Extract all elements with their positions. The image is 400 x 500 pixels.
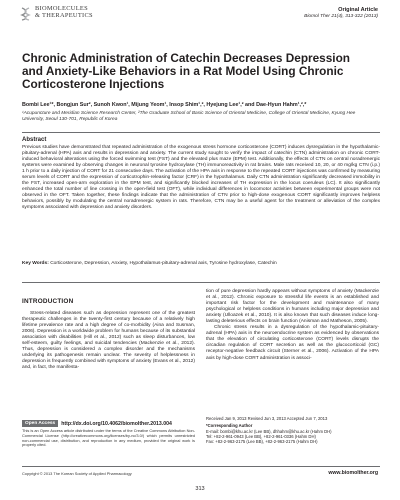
journal-website[interactable]: www.biomolther.org	[328, 470, 378, 476]
article-title: Chronic Administration of Catechin Decreases Depression and Anxiety-Like Behaviors in a Rat Model Using Chronic Corticosterone Injections	[22, 51, 350, 91]
intro-heading: INTRODUCTION	[22, 298, 74, 305]
intro-paragraph-2: Chronic stress results in a dysregulation of the hypothalamic-pituitary-adrenal (HPA) axis in the neuroendocrine system as evidenced by observations that the elevation of circulating corticosterone (CORT) levels disrupts the circadian regulation of CORT secretion as well as the glucocorticoid (GC) receptor-negative feedback circuit (Sterner et al., 2006). Activation of the HPA axis by high-dose CORT administration is associ-	[206, 325, 379, 361]
open-access-box	[22, 420, 195, 448]
journal-name-line1: BIOMOLECULES	[35, 5, 88, 12]
intro-paragraph-1: Stress-related diseases such as depression represent one of the greatest therapeutic challenges in the twenty-first century because of a relatively high lifetime prevalence rate and a high degree of co-morbidity (Aina and Susman, 2006). Depression is a worldwide problem for humans because of its substantial association with disabilities (Hill et al., 2012) such as sleep disturbances, low self-esteem, guilty feelings, and suicidal tendencies (Mackenzie et al., 2012). Thus, depression is considered a complex disorder and the mechanisms underlying its pathogenesis remain unclear. The severity of helplessness in depression is frequently combined with symptoms of anxiety (Evans et al., 2012) and, in fact, the manifesta-	[22, 311, 195, 371]
corresponding-email: E-mail: bombi@khu.ac.kr (Lee BB), dhhahm@khu.ac.kr (Hahm DH)	[206, 428, 332, 434]
corresponding-fax: Fax: +82-2-963-2175 (Lee BB), +82-2-963-2175 (Hahm DH)	[206, 439, 318, 445]
journal-name-line2: & THERAPEUTICS	[35, 11, 93, 19]
footer-rule	[22, 466, 380, 467]
doi-link[interactable]: http://dx.doi.org/10.4062/biomolther.2013.004	[61, 420, 172, 427]
intro-column-right	[206, 289, 379, 362]
article-type: Original Article	[338, 7, 378, 13]
intro-paragraph-1-continued: tion of pure depression hardly appears without symptoms of anxiety (Mackenzie et al., 2012). Chronic exposure to stressful life events is an established and important risk factor for the development and maintenance of many psychological or helpless conditions in humans including major depression and anxiety (Ulloazek et al., 2010). It is also known that such diseases induce long-lasting deleterious effects on brain function (Anisman and Matheson, 2005).	[206, 289, 379, 325]
journal-logo-icon	[20, 7, 32, 21]
affiliations: ¹Acupuncture and Meridian Science Research Center, ²The Graduate School of Basic Science of Oriental Medicine, College of Oriental Medicine, Kyung Hee University, Seoul 130-701, Republic of Korea	[22, 111, 356, 122]
corresponding-tel: Tel: +82-2-961-0943 (Lee BB), +82-2-961-0336 (Hahm DH)	[206, 433, 316, 439]
abstract-text: Previous studies have demonstrated that repeated administration of the exogenous stress hormone corticosterone (CORT) induces dysregulation in the hypothalamic-pituitary-adrenal (HPA) axis and results in depression and anxiety. The current study sought to verify the impact of catechin (CTN) administration on chronic CORT-induced behavioral alterations using the forced swimming test (FST) and the elevated plus maze (EPM) test. Additionally, the effects of CTN on central noradrenergic systems were examined by observing changes in neuronal tyrosine hydroxylase (TH) immunoreactivity in rat brains. Male rats received 10, 20, or 40 mg/kg CTN (i.p.) 1 h prior to a daily injection of CORT for 21 consecutive days. The activation of the HPA axis in response to the repeated CORT injections was confirmed by measuring serum levels of CORT and the expression of corticotrophin-releasing factor (CRF) in the hypothalamus. Daily CTN administration significantly decreased immobility in the FST, increased open-arm exploration in the EPM test, and significantly blocked increases of TH expression in the locus coeruleus (LC). It also significantly enhanced the total number of line crossing in the open-field test (OFT), while individual differences in locomotor activities between experimental groups were not observed in the OFT. Taken together, these findings indicate that the administration of CTN prior to high-dose exogenous CORT significantly improves helpless behaviors, possibly by modulating the central noradrenergic system in rats. Therefore, CTN may be a useful agent for the treatment or alleviation of the complex symptoms associated with depression and anxiety disorders.	[22, 145, 380, 210]
corresponding-author-label: *Corresponding Author	[206, 423, 253, 429]
open-access-badge: Open Access	[22, 420, 58, 427]
journal-logo	[20, 6, 93, 21]
keywords	[22, 261, 380, 267]
page-number: 313	[195, 486, 205, 492]
abstract-heading: Abstract	[22, 137, 47, 143]
received-dates: Received Jan 9, 2013 Revised Jun 3, 2013 Accepted Jun 7, 2013	[206, 416, 328, 421]
citation: Biomol Ther 21(4), 313-322 (2013)	[304, 14, 378, 19]
keywords-label: Key Words:	[22, 261, 49, 266]
divider-bottom	[22, 282, 380, 283]
license-text: This is an Open Access article distributed under the terms of the Creative Commons Attribution Non-Commercial License (http://creativecommons.org/licenses/by-nc/3.0/) which permits unrestricted non-commercial use, distribution, and reproduction in any medium, provided the original work is properly cited.	[22, 428, 195, 448]
author-list: Bombi Lee¹*, Bongjun Sur², Sunoh Kwon¹, Mijung Yeom¹, Insop Shim¹,², Hyejung Lee¹,² and Dae-Hyun Hahm¹,²,*	[22, 102, 307, 108]
article-info-box	[206, 416, 379, 444]
keywords-text: Corticosterone, Depression, Anxiety, Hypothalamus-pituitary-adrenal axis, Tyrosine hydroxylase, Catechin	[50, 261, 277, 266]
intro-column-left	[22, 299, 195, 372]
divider-top	[22, 132, 380, 133]
copyright-text: Copyright © 2013 The Korean Society of Applied Pharmacology	[22, 471, 132, 476]
